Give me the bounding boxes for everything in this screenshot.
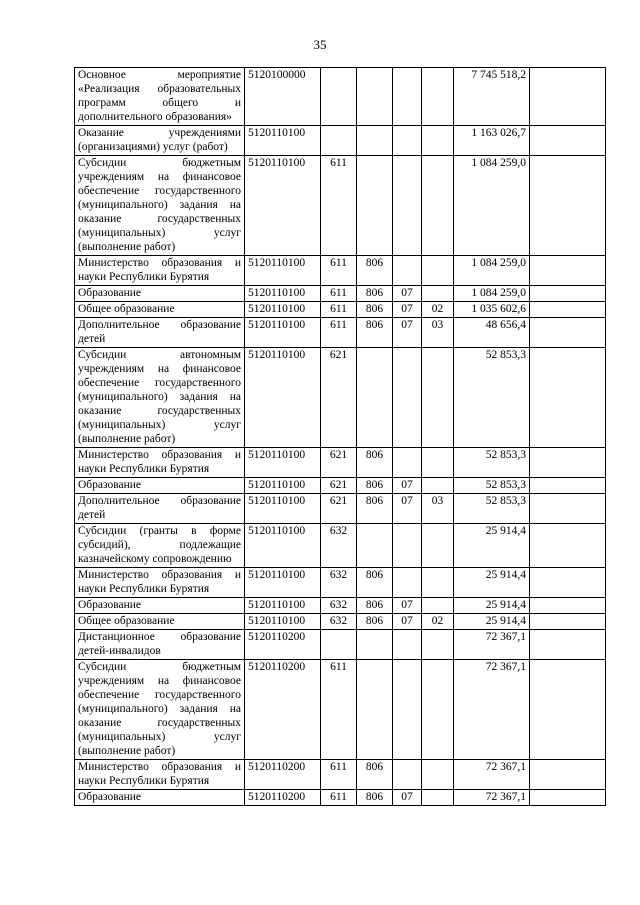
item-name: Дополнительное образование детей [75,494,245,524]
extra-empty-cell [530,448,606,478]
target-article-code: 5120110200 [245,660,321,760]
department-code [357,126,393,156]
extra-empty-cell [530,598,606,614]
section-code: 07 [393,790,422,806]
table-row [75,790,606,806]
department-code [357,660,393,760]
table-row [75,598,606,614]
department-code: 806 [357,256,393,286]
department-code: 806 [357,318,393,348]
extra-empty-cell [530,614,606,630]
item-name: Образование [75,286,245,302]
target-article-code: 5120110100 [245,614,321,630]
section-code: 07 [393,598,422,614]
subsection-code: 02 [422,614,454,630]
table-row [75,68,606,126]
department-code: 806 [357,760,393,790]
department-code [357,524,393,568]
extra-empty-cell [530,68,606,126]
subsection-code [422,598,454,614]
target-article-code: 5120110100 [245,448,321,478]
expense-type-code: 632 [321,524,357,568]
subsection-code [422,790,454,806]
section-code [393,156,422,256]
item-name: Министерство образования и науки Республики Бурятия [75,568,245,598]
target-article-code: 5120110200 [245,790,321,806]
table-row [75,448,606,478]
expense-type-code: 611 [321,660,357,760]
item-name: Основное мероприятие «Реализация образовательных программ общего и дополнительного образования» [75,68,245,126]
target-article-code: 5120110100 [245,524,321,568]
extra-empty-cell [530,524,606,568]
table-row [75,318,606,348]
section-code: 07 [393,494,422,524]
extra-empty-cell [530,660,606,760]
section-code [393,524,422,568]
target-article-code: 5120110100 [245,302,321,318]
expense-type-code: 611 [321,286,357,302]
table-row [75,286,606,302]
subsection-code [422,524,454,568]
department-code [357,156,393,256]
expense-type-code [321,68,357,126]
amount: 52 853,3 [454,494,530,524]
expense-type-code: 621 [321,348,357,448]
table-row [75,760,606,790]
table-row [75,478,606,494]
target-article-code: 5120110100 [245,568,321,598]
expense-type-code: 611 [321,760,357,790]
table-row [75,614,606,630]
amount: 1 084 259,0 [454,286,530,302]
department-code: 806 [357,494,393,524]
extra-empty-cell [530,478,606,494]
department-code: 806 [357,598,393,614]
item-name: Образование [75,598,245,614]
subsection-code [422,630,454,660]
amount: 72 367,1 [454,660,530,760]
department-code [357,68,393,126]
subsection-code: 03 [422,494,454,524]
section-code [393,760,422,790]
section-code [393,660,422,760]
subsection-code [422,68,454,126]
subsection-code: 02 [422,302,454,318]
item-name: Образование [75,478,245,494]
department-code: 806 [357,286,393,302]
section-code [393,256,422,286]
target-article-code: 5120110100 [245,348,321,448]
department-code: 806 [357,302,393,318]
subsection-code [422,286,454,302]
expense-type-code: 611 [321,318,357,348]
target-article-code: 5120110100 [245,494,321,524]
item-name: Дополнительное образование детей [75,318,245,348]
target-article-code: 5120110100 [245,256,321,286]
target-article-code: 5120110100 [245,156,321,256]
amount: 52 853,3 [454,348,530,448]
department-code [357,630,393,660]
section-code: 07 [393,318,422,348]
item-name: Субсидии автономным учреждениям на финансовое обеспечение государственного (муниципального) задания на оказание государственных (муниципальных) услуг (выполнение работ) [75,348,245,448]
extra-empty-cell [530,256,606,286]
table-row [75,256,606,286]
amount: 52 853,3 [454,478,530,494]
extra-empty-cell [530,126,606,156]
section-code [393,126,422,156]
item-name: Субсидии бюджетным учреждениям на финансовое обеспечение государственного (муниципального) задания на оказание государственных (муниципальных) услуг (выполнение работ) [75,156,245,256]
section-code: 07 [393,614,422,630]
subsection-code [422,256,454,286]
amount: 7 745 518,2 [454,68,530,126]
table-row [75,156,606,256]
amount: 1 084 259,0 [454,256,530,286]
section-code: 07 [393,302,422,318]
target-article-code: 5120110100 [245,126,321,156]
target-article-code: 5120110200 [245,630,321,660]
department-code [357,348,393,448]
department-code: 806 [357,568,393,598]
section-code: 07 [393,286,422,302]
section-code [393,348,422,448]
item-name: Общее образование [75,302,245,318]
subsection-code [422,760,454,790]
subsection-code [422,478,454,494]
item-name: Общее образование [75,614,245,630]
expense-type-code: 621 [321,478,357,494]
extra-empty-cell [530,760,606,790]
table-row [75,524,606,568]
amount: 72 367,1 [454,790,530,806]
subsection-code [422,660,454,760]
expense-type-code: 621 [321,494,357,524]
target-article-code: 5120110100 [245,598,321,614]
section-code [393,448,422,478]
amount: 48 656,4 [454,318,530,348]
table-row [75,494,606,524]
subsection-code [422,126,454,156]
table-row [75,302,606,318]
table-row [75,348,606,448]
item-name: Министерство образования и науки Республики Бурятия [75,760,245,790]
section-code [393,568,422,598]
amount: 25 914,4 [454,568,530,598]
amount: 72 367,1 [454,760,530,790]
expense-type-code: 632 [321,568,357,598]
section-code [393,630,422,660]
target-article-code: 5120100000 [245,68,321,126]
subsection-code: 03 [422,318,454,348]
page-number: 35 [313,37,327,52]
expense-type-code: 621 [321,448,357,478]
budget-table-body [75,68,606,806]
amount: 52 853,3 [454,448,530,478]
extra-empty-cell [530,286,606,302]
department-code: 806 [357,448,393,478]
item-name: Оказание учреждениями (организациями) услуг (работ) [75,126,245,156]
section-code [393,68,422,126]
extra-empty-cell [530,348,606,448]
section-code: 07 [393,478,422,494]
expense-type-code [321,630,357,660]
extra-empty-cell [530,494,606,524]
item-name: Дистанционное образование детей-инвалидов [75,630,245,660]
subsection-code [422,348,454,448]
expense-type-code [321,126,357,156]
department-code: 806 [357,614,393,630]
table-row [75,568,606,598]
target-article-code: 5120110200 [245,760,321,790]
subsection-code [422,448,454,478]
subsection-code [422,568,454,598]
extra-empty-cell [530,156,606,256]
amount: 1 084 259,0 [454,156,530,256]
expense-type-code: 611 [321,156,357,256]
extra-empty-cell [530,302,606,318]
extra-empty-cell [530,318,606,348]
amount: 25 914,4 [454,598,530,614]
extra-empty-cell [530,568,606,598]
subsection-code [422,156,454,256]
table-row [75,630,606,660]
amount: 25 914,4 [454,614,530,630]
budget-table [74,67,606,806]
expense-type-code: 611 [321,256,357,286]
expense-type-code: 632 [321,614,357,630]
expense-type-code: 632 [321,598,357,614]
item-name: Министерство образования и науки Республики Бурятия [75,448,245,478]
table-row [75,126,606,156]
department-code: 806 [357,790,393,806]
amount: 1 163 026,7 [454,126,530,156]
target-article-code: 5120110100 [245,286,321,302]
expense-type-code: 611 [321,302,357,318]
target-article-code: 5120110100 [245,478,321,494]
amount: 25 914,4 [454,524,530,568]
amount: 72 367,1 [454,630,530,660]
extra-empty-cell [530,790,606,806]
department-code: 806 [357,478,393,494]
item-name: Министерство образования и науки Республики Бурятия [75,256,245,286]
target-article-code: 5120110100 [245,318,321,348]
item-name: Образование [75,790,245,806]
item-name: Субсидии бюджетным учреждениям на финансовое обеспечение государственного (муниципального) задания на оказание государственных (муниципальных) услуг (выполнение работ) [75,660,245,760]
extra-empty-cell [530,630,606,660]
table-row [75,660,606,760]
amount: 1 035 602,6 [454,302,530,318]
item-name: Субсидии (гранты в форме субсидий), подлежащие казначейскому сопровождению [75,524,245,568]
expense-type-code: 611 [321,790,357,806]
